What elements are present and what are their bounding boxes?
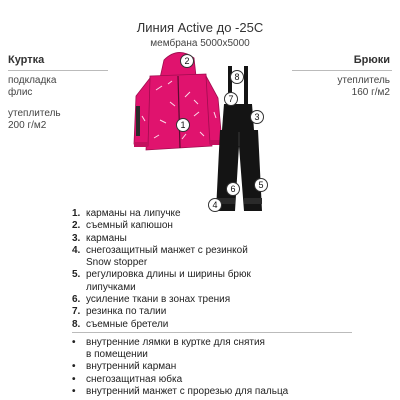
feature-item: 5. регулировка длины и ширины брюк xyxy=(72,269,251,281)
jacket-rule xyxy=(8,70,108,71)
callout-7: 7 xyxy=(224,92,238,106)
product-figure xyxy=(120,46,280,221)
jacket-lining-value: флис xyxy=(8,87,33,98)
callout-5: 5 xyxy=(254,178,268,192)
extra-item: • снегозащитная юбка xyxy=(72,373,183,385)
feature-item: 2. съемный капюшон xyxy=(72,220,173,232)
callout-8: 8 xyxy=(230,70,244,84)
pants-illustration xyxy=(120,46,280,221)
title: Линия Active до -25С xyxy=(136,20,264,35)
subtitle: мембрана 5000х5000 xyxy=(150,38,250,49)
feature-item: 6. усиление ткани в зонах трения xyxy=(72,294,231,306)
bullet-icon: • xyxy=(72,385,76,397)
jacket-heading: Куртка xyxy=(8,54,45,66)
bullet-icon: • xyxy=(72,373,76,385)
extra-item: • внутренний карман xyxy=(72,361,177,373)
pants-insulation-label: утеплитель xyxy=(337,75,390,86)
section-divider xyxy=(72,332,352,333)
feature-item: 4. снегозащитный манжет с резинкой xyxy=(72,244,248,256)
callout-4: 4 xyxy=(208,198,222,212)
feature-item: 3. карманы xyxy=(72,232,127,244)
pants-rule xyxy=(292,70,392,71)
callout-3: 3 xyxy=(250,110,264,124)
extras-list xyxy=(72,337,392,398)
extra-item: • внутренний манжет с прорезью для пальца xyxy=(72,385,289,397)
jacket-lining-label: подкладка xyxy=(8,75,57,86)
jacket-insulation-label: утеплитель xyxy=(8,108,61,119)
feature-item-cont: липучками xyxy=(86,281,136,293)
feature-item: 1. карманы на липучке xyxy=(72,208,181,219)
extra-item-cont: в помещении xyxy=(86,349,148,361)
callout-1: 1 xyxy=(176,118,190,132)
callout-6: 6 xyxy=(226,182,240,196)
pants-heading: Брюки xyxy=(353,54,390,66)
bullet-icon: • xyxy=(72,361,76,373)
feature-item-cont: Snow stopper xyxy=(86,257,148,269)
jacket-insulation-value: 200 г/м2 xyxy=(8,120,47,131)
feature-item: 8. съемные бретели xyxy=(72,318,169,330)
pants-insulation-value: 160 г/м2 xyxy=(351,87,390,98)
extra-item: • внутренние лямки в куртке для снятия xyxy=(72,337,265,348)
callout-2: 2 xyxy=(180,54,194,68)
features-list xyxy=(72,208,392,331)
feature-item: 7. резинка по талии xyxy=(72,306,167,318)
bullet-icon: • xyxy=(72,337,76,348)
